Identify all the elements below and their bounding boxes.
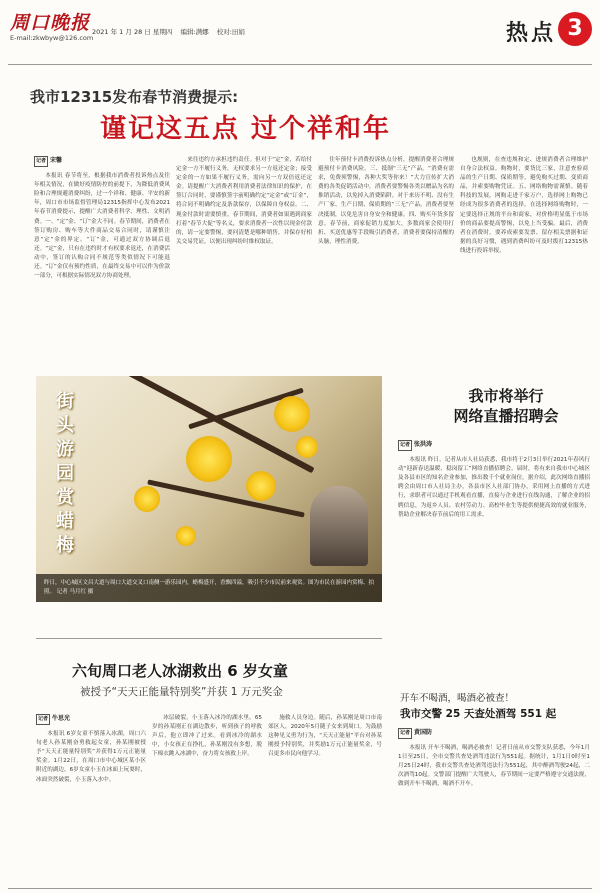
section-divider [36,638,382,639]
byline-tag: 记者 [398,440,412,451]
page-number-badge: 3 [558,12,592,46]
byline-tag: 记者 [36,714,50,725]
lead-column-2 [176,156,312,370]
blossom-shape [134,486,160,512]
issue-date: 2021 年 1 月 28 日 星期四 [92,28,173,36]
rescue-subhead: 被授予“天天正能量特别奖”并获 1 万元奖金 [80,686,283,698]
lead-column-3 [318,156,454,370]
footer-divider [8,888,592,889]
masthead [0,0,600,66]
dui-paragraph: 本报讯 开车不喝酒，喝酒必被查！记者日前从市交警支队获悉，今年1月1日至25日，全市交警共查处酒驾违法行为551起。据统计，1月1日0时至1月25日24时，我市交警共查处酒驾违法行为551起，其中醉酒驾驶24起，二次酒驾10起。交警部门提醒广大驾驶人，春节期间一定要严格遵守交通法规，做到开车不喝酒，喝酒不开车。 [398,745,590,788]
byline-tag: 记者 [34,156,48,167]
lead-byline [34,156,170,167]
rescue-paragraph: 施救人员身边。随后，孙某刚是周口市南郊区人，2020年5月随子女来到周口。为鼓励这种见义勇为行为，“天天正能量”平台对孙某刚授予特别奖，并奖励1万元正能量奖金，号召更多市民向他学习。 [268,715,382,758]
lead-column-4 [460,156,588,370]
jobfair-headline-line-1: 我市将举行 [468,387,544,405]
blossom-shape [186,436,232,482]
dui-kicker: 开车不喝酒，喝酒必被查！ [400,693,515,704]
issue-date-line [92,27,251,36]
blossom-shape [176,526,196,546]
dui-body [398,728,590,884]
jobfair-headline-line-2: 网络直播招聘会 [453,407,559,425]
rescue-paragraph: 本报讯 6岁女童不慎落入冰湖，周口六旬老人孙某刚奋勇救起女童，孙某刚被授予“天天正能量特别奖”并获得1万元正能量奖金。1月22日，在周口市中心城区某小区附近的湖边，6岁女童小玉在冰面上玩耍时，冰面突然破裂，小玉落入水中。 [36,731,146,783]
photographer-figure [310,486,368,566]
lead-headline: 谨记这五点 过个祥和年 [100,114,392,144]
rescue-column-2 [152,714,262,884]
jobfair-paragraph: 本报讯 昨日，记者从市人社局获悉，我市将于2月3日举行2021年春风行动“迎新春送温暖、稳岗留工”网络直播招聘会。届时，将有来自我市中心城区及各县市区的知名企业参加，推出数千个就业岗位。据介绍，此次网络直播招聘会由周口市人社局主办，各县市区人社部门协办，采用网上直播的方式进行，求职者可以通过手机观看直播，直接与企业进行在线沟通，了解企业的招聘信息，为返乡人员、农村劳动力、高校毕业生等提供便捷高效的就业服务，帮助企业解决春节前后的用工需求。 [398,457,590,518]
dui-byline [398,728,590,739]
rescue-column-3 [268,714,382,884]
jobfair-headline [420,386,592,426]
dui-author: 黄国防 [414,729,433,736]
rescue-headline: 六旬周口老人冰湖救出 6 岁女童 [72,662,288,680]
lead-paragraph: 也规则，在查违规和定、进规消费者合理维护自身合法权益。购物时，要货比三家，注意查验商品的生产日期、保质期等，避免购买过期、变质商品，并索要购物凭证。五、网络购物需谨慎。随着科技的发展，网购走进千家万户，选择网上购物已经成为很多消费者的选择。在选择网络购物时，一定要选择正规的平台和商家，对价格明显低于市场价的商品要提高警惕，以免上当受骗。最后，消费者在消费时，要养成索要发票、留存相关票据和证据的良好习惯，遇到消费纠纷可及时拨打12315热线进行投诉举报。 [460,157,588,254]
blossom-shape [246,471,276,501]
lead-author: 宋馨 [50,157,63,164]
rescue-column-1 [36,714,146,884]
photo-caption: 昨日，中心城区文昌大道与周口大道交叉口南侧一游乐园内，蜡梅盛开，香飘四溢，吸引不少市民前来观赏。图为市民在游园内赏梅、拍照。 记者 马月红 摄 [36,574,382,602]
rescue-author: 牛思光 [52,715,71,722]
rescue-paragraph: 冰层破裂，小玉落入冰冷的湖水里。65岁的孙某刚正在湖边散步，听到孩子的呼救声后，他立即冲了过来。看到冰冷的湖水中，小女孩正在挣扎，孙某刚没有多想，脱下棉衣跳入冰湖中，奋力将女孩救上岸。 [152,715,262,758]
photo-title: 街头游园赏蜡梅 [56,391,74,556]
editor: 编辑:满娜 [180,28,209,36]
dui-headline: 我市交警 25 天查处酒驾 551 起 [400,708,557,720]
lead-paragraph: 来往违约方承担违约责任。但对于“定”金，若给付定金一方不履行义务，无权要求另一方返还定金；接受定金的一方如果不履行义务，需向另一方双倍返还定金。请提醒广大消费者利用消费者法律知识的保护，在签订合同时，要谨慎签字前明确约定“定金”或“订金”，将合同不明确约定及条款保存，以保障自身权益。二、现金付款时需要慎重。春节期间，消费者如果遇到商家打着“春节大促”等名义，要求消费者一次性以现金付款的，请一定要警惕，要问清楚是哪种销售，并保存好相关交易凭证，以便出现纠纷时维权取证。 [176,157,312,245]
section-title: 热点 [505,20,556,46]
rescue-byline [36,714,146,725]
blossom-shape [296,436,318,458]
jobfair-author: 张洪涛 [414,441,433,448]
lead-paragraph: 住年预付卡消费投诉热点分析，提醒消费者合理规避预付卡消费风险。三、抵制“三无”产品。“消费有需求，免费须警惕，各种大奖等你来！”大力宣传扩大消费的各类促销活动中，消费者要警惕各类以赠品为名的推销活动，以免掉入消费陷阱。对于来历不明、没有生产厂家、生产日期、保质期的“三无”产品，消费者要坚决抵制，以免危害自身安全和健康。四、购买年货多留意。春节前，商家促销力度加大，多数商家会使用打折、买送优惠等手段吸引消费者，消费者要保持清醒的头脑，理性消费。 [318,157,454,245]
byline-tag: 记者 [398,728,412,739]
proofreader: 校对:田娟 [216,28,245,36]
lead-paragraph: 本报讯 春节将至，根据我市消费者投诉热点及往年相关情况，在做好疫情防控的前提下，为降低消费风险和合理规避消费纠纷，过一个祥和、健康、平安的新年，周口市市场监督管理局12315指挥中心发布2021年春节消费提示，提醒广大消费者科学、理性、文明消费。一、“定”金、“订”金大不同。春节期间，消费者在签订购房、购车等大件商品交易合同时，请谨慎注意“定”金的界定。“订”金，可通过双方协调后退还。“定”金，只有在违约时才有权要求返还，在消费活动中，签订的认购合同不规范等类似情况下可能退还。“订”金仅有预约性质，在最终交易中可以作为价款一部分，可根据实际情况双方协商处理。 [34,173,170,280]
plum-blossom-photo [36,376,382,602]
header-divider [8,64,592,65]
jobfair-byline [398,440,590,451]
lead-kicker: 我市12315发布春节消费提示: [30,88,239,106]
jobfair-body [398,440,590,630]
lead-column-1 [34,156,170,370]
branch-shape [147,479,305,517]
email-address: E-mail:zkwbyw@126.com [10,34,94,42]
newspaper-logo: 周口晚报 [10,12,91,34]
blossom-shape [274,396,310,432]
